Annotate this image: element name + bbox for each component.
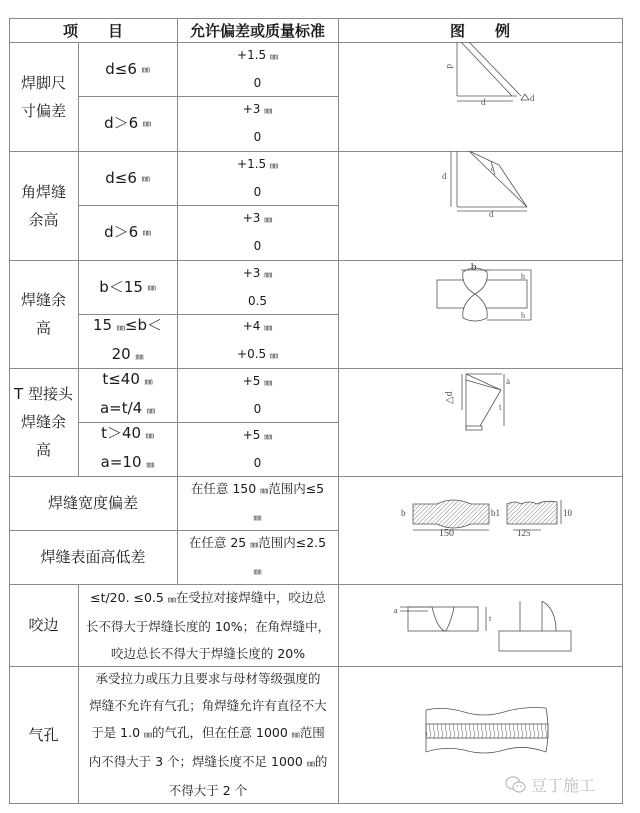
condition-text: t＞40 — [101, 424, 142, 442]
tolerance-upper: +5 — [242, 373, 261, 388]
standard-text: 范围 — [299, 725, 325, 740]
unit-mm: ㎜ — [147, 282, 156, 292]
unit-mm: ㎜ — [116, 323, 125, 332]
condition-text: ≤b＜ — [124, 316, 162, 334]
figure-label-t: t — [499, 402, 502, 412]
tolerance-cell — [177, 42, 338, 96]
unit-mm: ㎜ — [306, 759, 315, 768]
standard-text: 承受拉力或压力且要求与母材等级强度的 — [95, 671, 321, 686]
unit-mm: ㎜ — [264, 323, 273, 332]
figure-label-b: b — [471, 262, 477, 273]
undercut-standard — [78, 584, 338, 666]
figure-label-b1: b1 — [491, 508, 500, 518]
table-border-right — [622, 18, 623, 804]
t-joint-figure — [444, 370, 519, 438]
watermark-text: 豆丁施工 — [531, 776, 596, 795]
unit-mm: ㎜ — [135, 352, 144, 361]
condition-text: a=t/4 — [99, 399, 143, 417]
weld-width-label — [9, 476, 177, 530]
figure-label-d: d — [489, 209, 494, 219]
figure-label-h: h — [521, 311, 525, 320]
surface-height-label — [9, 530, 177, 584]
label-line: 焊缝余 — [20, 291, 66, 309]
weld-reinforcement-label — [9, 260, 78, 368]
figure-label-t: t — [489, 614, 492, 623]
tolerance-cell — [177, 151, 338, 205]
standard-text: 不得大于 2 个 — [168, 783, 248, 798]
unit-mm: ㎜ — [167, 594, 176, 604]
condition-text: d≤6 — [105, 168, 137, 187]
tolerance-cell — [177, 368, 338, 422]
standard-text: 内不得大于 3 个；焊缝长度不足 1000 — [88, 754, 303, 769]
unit-mm: ㎜ — [147, 406, 156, 415]
header-item — [9, 18, 177, 42]
table-border-bottom — [9, 803, 623, 804]
leg-size-label — [9, 42, 78, 151]
figure-label-a: a — [394, 606, 398, 615]
tolerance-upper: +3 — [242, 102, 261, 116]
tolerance-lower: 0 — [253, 239, 262, 253]
standard-text: 在任意 150 — [190, 481, 257, 496]
weld-width-figure — [397, 498, 577, 538]
tolerance-lower: +0.5 — [237, 347, 267, 361]
label-line: 余高 — [28, 210, 59, 229]
unit-mm: ㎜ — [142, 228, 151, 237]
porosity-standard — [78, 666, 338, 803]
figure-label-125: 125 — [517, 528, 531, 538]
figure-label-delta-d: △d — [444, 391, 455, 404]
condition-text: a=10 — [100, 453, 142, 471]
t-joint-label — [9, 368, 78, 476]
standard-text: 在受拉对接焊缝中，咬边总 — [175, 589, 326, 605]
unit-mm: ㎜ — [264, 106, 273, 115]
undercut-figure — [394, 601, 574, 657]
condition-text: d≤6 — [105, 59, 137, 78]
figure-label-10: 10 — [563, 508, 572, 518]
label-line: 焊脚尺 — [20, 73, 66, 92]
label-text: 焊缝宽度偏差 — [47, 494, 138, 512]
tolerance-upper: +5 — [242, 427, 261, 442]
porosity-label — [9, 666, 78, 803]
unit-mm: ㎜ — [144, 730, 153, 739]
watermark — [505, 773, 595, 796]
standard-text: 的 — [314, 754, 328, 769]
figure-label-a: a — [506, 376, 510, 386]
label-text: 咬边 — [28, 616, 59, 634]
unit-mm: ㎜ — [253, 513, 262, 522]
unit-mm: ㎜ — [145, 431, 154, 440]
unit-mm: ㎜ — [269, 351, 278, 360]
col-divider-3 — [338, 18, 339, 804]
condition-cell — [78, 422, 177, 476]
fillet-reinforcement-figure — [409, 151, 539, 231]
standard-text: 范围内≤2.5 — [258, 535, 327, 550]
label-line: 焊缝余 — [20, 413, 66, 431]
tolerance-lower: 0 — [253, 401, 262, 416]
standard-text: 的气孔，但在任意 1000 — [152, 725, 288, 740]
figure-label-d: d — [481, 97, 486, 107]
condition-text: d＞6 — [104, 114, 139, 132]
unit-mm: ㎜ — [250, 540, 259, 549]
label-line: 寸偏差 — [20, 101, 66, 120]
header-standard-text: 允许偏差或质量标准 — [189, 21, 325, 40]
unit-mm: ㎜ — [142, 119, 151, 128]
unit-mm: ㎜ — [146, 460, 155, 469]
weld-tolerance-table — [9, 18, 623, 804]
figure-label-b: b — [401, 508, 406, 518]
condition-text: 15 — [93, 316, 113, 334]
tolerance-cell — [177, 205, 338, 260]
tolerance-cell — [177, 260, 338, 314]
figure-label-c: c — [491, 165, 495, 173]
header-standard — [177, 18, 338, 42]
tolerance-lower: 0 — [253, 130, 262, 144]
tolerance-lower: 0.5 — [247, 293, 268, 308]
unit-mm: ㎜ — [253, 567, 262, 576]
unit-mm: ㎜ — [269, 51, 278, 61]
header-item-text: 项 目 — [62, 21, 123, 40]
condition-cell — [78, 42, 177, 96]
label-line: 角焊缝 — [20, 182, 66, 201]
standard-text: ≤t/20. ≤0.5 — [90, 589, 164, 605]
standard-text: 焊缝不允许有气孔；角焊缝允许有直径不大 — [89, 698, 327, 713]
condition-cell — [78, 151, 177, 205]
undercut-label — [9, 584, 78, 666]
tolerance-cell — [177, 96, 338, 151]
unit-mm: ㎜ — [269, 160, 278, 170]
unit-mm: ㎜ — [141, 64, 150, 74]
condition-text: d＞6 — [104, 223, 139, 241]
standard-text: 于是 1.0 — [91, 725, 141, 740]
tolerance-upper: +4 — [242, 319, 261, 333]
leg-size-figure — [409, 42, 539, 122]
standard-cell — [177, 476, 338, 530]
wechat-icon — [505, 776, 527, 794]
unit-mm: ㎜ — [260, 486, 269, 495]
standard-text: 长不得大于焊缝长度的 10%；在角焊缝中， — [85, 618, 331, 634]
label-line: T 型接头 — [14, 385, 73, 403]
standard-text: 范围内≤5 — [268, 481, 325, 496]
unit-mm: ㎜ — [144, 377, 153, 386]
unit-mm: ㎜ — [264, 377, 273, 387]
unit-mm: ㎜ — [291, 730, 300, 739]
condition-cell — [78, 205, 177, 260]
condition-cell — [78, 96, 177, 151]
fillet-reinforcement-label — [9, 151, 78, 260]
tolerance-upper: +3 — [242, 265, 261, 280]
tolerance-upper: +3 — [242, 211, 261, 225]
weld-reinforcement-figure — [427, 262, 537, 332]
tolerance-upper: +1.5 — [237, 156, 267, 171]
standard-text: 在任意 25 — [188, 535, 247, 550]
porosity-figure — [424, 706, 556, 756]
condition-text: t≤40 — [102, 370, 140, 388]
unit-mm: ㎜ — [264, 269, 273, 279]
unit-mm: ㎜ — [264, 215, 273, 224]
figure-label-d: d — [530, 93, 535, 103]
condition-cell — [78, 368, 177, 422]
tolerance-lower: 0 — [253, 75, 262, 90]
tolerance-cell — [177, 422, 338, 476]
unit-mm: ㎜ — [264, 431, 273, 441]
standard-text: 咬边总长不得大于焊缝长度的 20% — [110, 645, 306, 661]
label-text: 气孔 — [28, 725, 59, 744]
label-line: 高 — [35, 319, 51, 337]
figure-label-d: d — [445, 64, 455, 69]
label-text: 焊缝表面高低差 — [40, 548, 146, 566]
tolerance-lower: 0 — [253, 184, 262, 199]
unit-mm: ㎜ — [141, 173, 150, 183]
figure-label-h: h — [521, 272, 525, 281]
figure-label-150: 150 — [439, 528, 454, 538]
condition-text: b＜15 — [99, 277, 143, 296]
tolerance-lower: 0 — [253, 455, 262, 470]
header-figure — [338, 18, 622, 42]
figure-label-d: d — [442, 171, 447, 181]
condition-cell — [78, 314, 177, 368]
condition-cell — [78, 260, 177, 314]
header-figure-text: 图 例 — [449, 21, 510, 40]
tolerance-cell — [177, 314, 338, 368]
label-line: 高 — [35, 441, 51, 459]
standard-cell — [177, 530, 338, 584]
tolerance-upper: +1.5 — [237, 47, 267, 62]
condition-text: 20 — [111, 345, 131, 363]
